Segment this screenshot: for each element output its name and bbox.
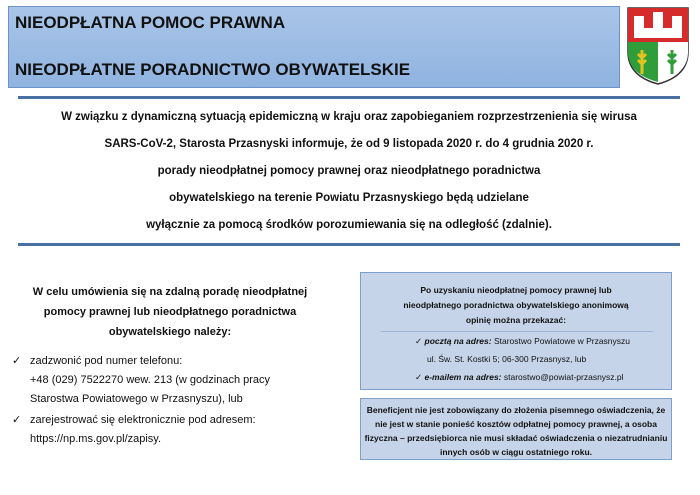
divider xyxy=(381,331,653,332)
intro-line: obywatelskiego należy: xyxy=(108,326,232,338)
checkmark-icon: ✓ xyxy=(415,336,423,346)
online-option xyxy=(12,411,330,449)
beneficiary-box xyxy=(360,398,672,460)
phone-option-line: Starostwa Powiatowego w Przasnyszu), lub xyxy=(30,393,243,405)
notice-line: SARS-CoV-2, Starosta Przasnyski informuje, że od 9 listopada 2020 r. do 4 grudnia 2020 r. xyxy=(104,138,594,150)
checkmark-icon: ✓ xyxy=(415,372,423,382)
feedback-heading-line: opinię można przekazać: xyxy=(465,315,567,325)
checkmark-icon: ✓ xyxy=(12,414,22,426)
title-line-2: NIEODPŁATNE PORADNICTWO OBYWATELSKIE xyxy=(15,60,411,79)
post-value: Starostwo Powiatowe w Przasnyszu xyxy=(493,336,631,346)
beneficiary-line: Beneficjent nie jest zobowiązany do złożenia pisemnego oświadczenia, że xyxy=(366,405,666,415)
beneficiary-line: fizyczna – przedsiębiorca nie musi składać oświadczenia o niezatrudnianiu xyxy=(364,433,668,443)
intro-line: W celu umówienia się na zdalną poradę nieodpłatnej xyxy=(32,286,308,298)
post-address: ul. Św. St. Kostki 5; 06-300 Przasnysz, lub xyxy=(427,354,587,364)
checkmark-icon: ✓ xyxy=(12,355,22,367)
email-label: e-mailem na adres: xyxy=(424,372,502,382)
phone-option xyxy=(12,352,330,409)
email-value[interactable]: starostwo@powiat-przasnysz.pl xyxy=(503,372,624,382)
notice-line: W związku z dynamiczną sytuacją epidemiczną w kraju oraz zapobieganiem rozprzestrzenienia się wirusa xyxy=(61,111,637,123)
phone-option-line: zadzwonić pod numer telefonu: xyxy=(30,355,183,367)
email-option xyxy=(415,372,624,383)
beneficiary-line: innych osób w ciągu ostatniego roku. xyxy=(439,447,593,457)
feedback-heading-line: Po uzyskaniu nieodpłatnej pomocy prawnej lub xyxy=(420,285,612,295)
header-banner xyxy=(8,6,620,88)
notice-line: wyłącznie za pomocą środków porozumiewania się na odległość (zdalnie). xyxy=(146,219,552,231)
intro-line: pomocy prawnej lub nieodpłatnego poradnictwa xyxy=(43,306,297,318)
feedback-box xyxy=(360,272,672,390)
appointment-section xyxy=(10,282,330,342)
beneficiary-line: nie jest w stanie ponieść kosztów odpłatnej pomocy prawnej, a osoba xyxy=(375,419,657,429)
post-label: pocztą na adres: xyxy=(424,336,492,346)
feedback-heading-line: nieodpłatnego poradnictwa obywatelskiego anonimową xyxy=(403,300,629,310)
coat-of-arms-icon xyxy=(626,6,690,86)
phone-number: +48 (029) 7522270 wew. 213 (w godzinach pracy xyxy=(30,374,271,386)
notice-line: obywatelskiego na terenie Powiatu Przasnyskiego będą udzielane xyxy=(169,192,529,204)
online-option-line: zarejestrować się elektronicznie pod adresem: xyxy=(30,414,256,426)
appointment-intro xyxy=(10,282,330,342)
post-option xyxy=(415,336,630,347)
title-line-1: NIEODPŁATNA POMOC PRAWNA xyxy=(15,13,286,32)
epidemic-notice xyxy=(18,96,680,246)
notice-line: porady nieodpłatnej pomocy prawnej oraz nieodpłatnego poradnictwa xyxy=(157,165,541,177)
registration-link[interactable]: https://np.ms.gov.pl/zapisy. xyxy=(30,433,162,445)
